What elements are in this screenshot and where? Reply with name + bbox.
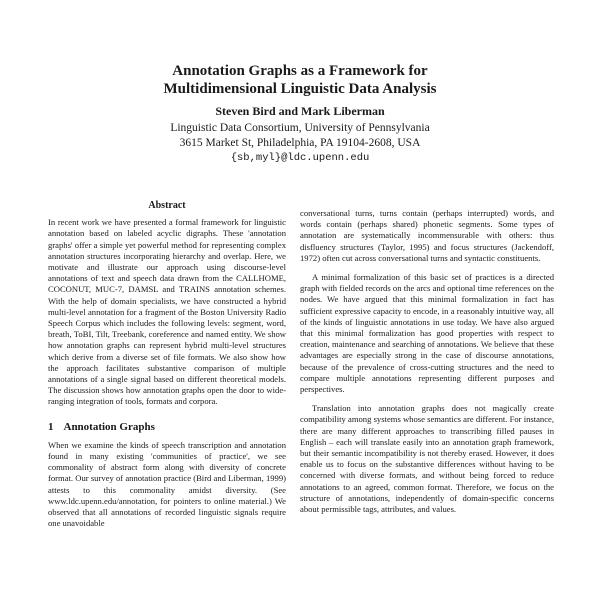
affiliation-line-1: Linguistic Data Consortium, University of Pennsylvania	[170, 122, 430, 134]
right-paragraph-1: conversational turns, turns contain (perhaps interrupted) words, and words contain (perhaps shared) phonetic segments. Some types of annotation are systematically incommensurable with others: thus disfluency structures (Taylor, 1995) and focus structures (Jackendoff, 1972) often cut across conversational turns and syntactic constituents.	[300, 208, 554, 263]
abstract-text: In recent work we have presented a formal framework for linguistic annotation based on labeled acyclic digraphs. These 'annotation graphs' offer a simple yet powerful method for representing complex annotation structures incorporating hierarchy and overlap. Here, we motivate and illustrate our approach using discourse-level annotations of text and speech data drawn from the CALLHOME, COCONUT, MUC-7, DAMSL and TRAINS annotation schemes. With the help of domain specialists, we have constructed a hybrid multi-level annotation for a fragment of the Boston University Radio Speech Corpus which includes the following levels: segment, word, breath, ToBI, Tilt, Treebank, coreference and named entity. We show how annotation graphs can represent hybrid multi-level structures which derive from a diverse set of file formats. We also show how the approach facilitates substantive comparison of multiple annotations of a single signal based on different theoretical models. The discussion shows how annotation graphs open the door to wide-ranging integration of tools, formats and corpora.	[48, 217, 286, 407]
section-title: Annotation Graphs	[63, 420, 155, 433]
title-line-2: Multidimensional Linguistic Data Analysis	[163, 81, 437, 97]
section-1-paragraph: When we examine the kinds of speech transcription and annotation found in many existing 'communities of practice', we see commonality of abstract form along with diversity of concrete format. Our survey of annotation practice (Bird and Liberman, 1999) attests to this commonality amidst diversity. (See www.ldc.upenn.edu/annotation, for pointers to online material.) We observed that all annotations of recorded linguistic signals require one unavoidable	[48, 439, 286, 529]
affiliation	[60, 121, 540, 166]
left-column	[48, 200, 286, 537]
title-line-1: Annotation Graphs as a Framework for	[172, 63, 428, 79]
author-email: {sb,myl}@ldc.upenn.edu	[230, 152, 370, 164]
right-paragraph-2: A minimal formalization of this basic set of practices is a directed graph with fielded records on the arcs and optional time references on the nodes. We have argued that this minimal formalization in fact has sufficient expressive capacity to encode, in a reasonably intuitive way, all of the kinds of linguistic annotations in use today. We have also argued that this minimal formalization has good properties with respect to creation, maintenance and searching of annotations. We believe that these advantages are especially strong in the case of discourse annotations, because of the prevalence of cross-cutting structures and the need to compare multiple annotations representing different purposes and perspectives.	[300, 272, 554, 395]
authors: Steven Bird and Mark Liberman	[215, 104, 385, 118]
right-column	[300, 208, 554, 523]
affiliation-line-2: 3615 Market St, Philadelphia, PA 19104-2608, USA	[179, 137, 421, 149]
section-number: 1	[48, 420, 54, 433]
paper-title	[60, 62, 540, 98]
section-1-heading	[48, 422, 286, 433]
right-paragraph-3: Translation into annotation graphs does not magically create compatibility among systems whose semantics are different. For instance, there are many different approaches to transcribing filled pauses in English – each will translate easily into an annotation graph framework, but their semantic incompatibility is not thereby erased. However, it does enable us to focus on the substantive differences without having to be concerned with diverse formats, and without being forced to reduce annotations to an agreed, common format. Therefore, we focus on the structure of annotations, independently of domain-specific concerns about permissible tags, attributes, and values.	[300, 403, 554, 515]
abstract-heading: Abstract	[148, 200, 186, 211]
